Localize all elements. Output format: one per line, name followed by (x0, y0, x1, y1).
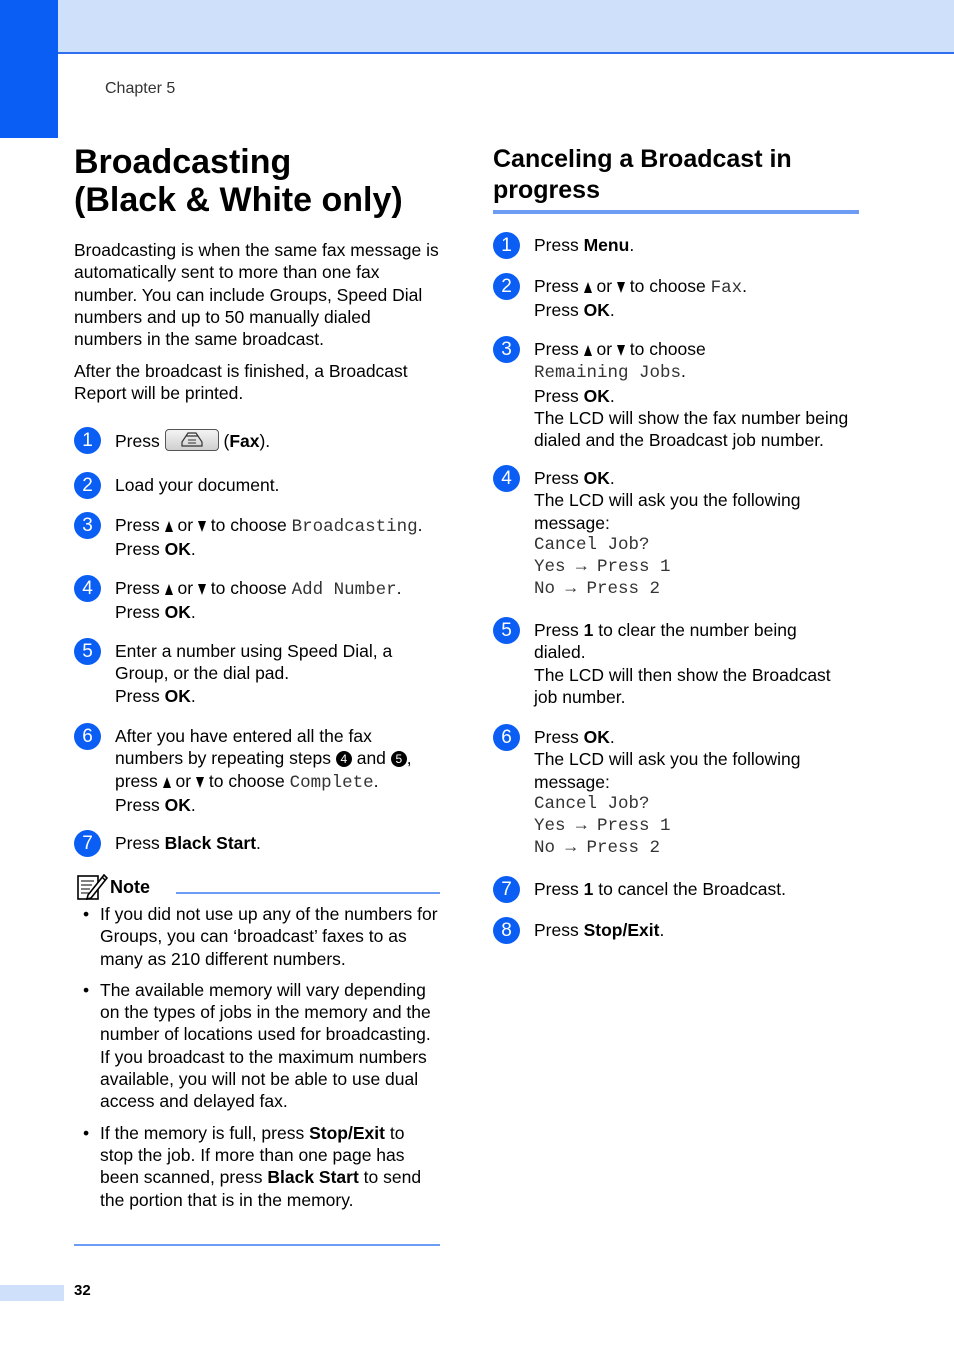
step-text: Press (534, 468, 579, 488)
ok-key-label: OK (583, 300, 610, 321)
key-label: 1 (583, 879, 594, 899)
note-text: If the memory is full, press (100, 1122, 305, 1143)
stop-exit-key-label: Stop/Exit (309, 1122, 385, 1143)
step-text: . (609, 468, 615, 488)
footer-band (0, 1285, 64, 1301)
step-text: or (596, 339, 613, 359)
title-line-1: Broadcasting (74, 143, 292, 181)
step-text: . (609, 300, 615, 321)
step-text: dialed and the Broadcast job number. (534, 430, 824, 451)
note-list (74, 903, 440, 1220)
note-item: • If the memory is full, press Stop/Exit to stop the job. If more than one page has been scanned, press Black Start to send the portion that is in the memory. (83, 1122, 422, 1210)
step-text: Load your document. (115, 475, 280, 495)
up-arrow-icon (584, 282, 592, 293)
step-text: . (190, 602, 196, 623)
step-number: 6 (493, 724, 520, 751)
up-arrow-icon (163, 777, 171, 788)
step-text: Press (115, 602, 160, 623)
ok-key-label: OK (583, 385, 610, 406)
step-text: or (177, 578, 194, 598)
step-number: 2 (74, 472, 101, 499)
step-text: After you have entered all the fax (115, 726, 372, 746)
up-arrow-icon (165, 584, 173, 595)
step-text: . (373, 770, 379, 791)
step-text: . (659, 920, 665, 940)
step-text: The LCD will show the fax number being (534, 407, 849, 428)
step-text: Press (115, 794, 160, 815)
note-item: • The available memory will vary depending on the types of jobs in the memory and the number of locations used for broadcasting. If you broadcast to the maximum numbers available, you will not be able to use dual access and delayed fax. (83, 979, 431, 1112)
step-text: Press (115, 833, 160, 853)
step-text: The LCD will ask you the following (534, 749, 801, 770)
ok-key-label: OK (583, 468, 610, 488)
step-text: to cancel the Broadcast. (598, 879, 786, 899)
note-text: The available memory will vary depending on the types of jobs in the memory and the number of locations used for broadcasting. If you broadcast to the maximum numbers available, you will not be able to use dual access and delayed fax. (100, 979, 431, 1112)
ok-key-label: OK (164, 685, 191, 706)
chapter-label: Chapter 5 (105, 80, 176, 97)
step-number: 8 (493, 917, 520, 944)
lcd-message-line: No → Press 2 (534, 838, 661, 859)
down-arrow-icon (617, 345, 625, 356)
ok-key-label: OK (164, 794, 191, 815)
step-text: Press (534, 276, 579, 296)
step-text: or (596, 276, 613, 296)
note-pencil-icon (76, 871, 108, 901)
step-text: or (177, 515, 194, 535)
ok-key-label: OK (164, 602, 191, 623)
lcd-option: Add Number (291, 580, 397, 600)
note-text: to stop the job. If more than one page has been scanned, press (100, 1122, 405, 1188)
stop-exit-key-label: Stop/Exit (583, 920, 660, 940)
lcd-option: Broadcasting (291, 517, 418, 537)
step-text: Press (115, 515, 160, 535)
step-number: 7 (74, 830, 101, 857)
step-text: to choose (629, 339, 706, 359)
step-text: Press (534, 385, 579, 406)
step-text: message: (534, 771, 610, 792)
lcd-message-line: Cancel Job? (534, 534, 650, 555)
step-text: . (417, 515, 423, 535)
after-paragraph: After the broadcast is finished, a Broadcast Report will be printed. (74, 361, 408, 404)
step-text: Press (534, 920, 579, 940)
step-text: and (356, 748, 386, 769)
step-text: to choose (210, 515, 287, 535)
step-text: . (256, 833, 261, 853)
step-text: Press (115, 539, 160, 560)
page-number: 32 (74, 1282, 91, 1299)
step-text: to choose (210, 578, 287, 598)
step-text: numbers by repeating steps (115, 748, 331, 769)
step-text: Press (534, 727, 579, 747)
step-text: Press (115, 578, 160, 598)
step-ref-badge: 5 (391, 751, 407, 767)
section-rule (493, 210, 859, 214)
step-text: ). (259, 431, 271, 451)
title-line-2: (Black & White only) (74, 181, 403, 219)
step-text: Press (534, 235, 579, 255)
down-arrow-icon (617, 282, 625, 293)
step-text: . (629, 235, 635, 255)
fax-button[interactable] (165, 429, 219, 451)
step-number: 5 (74, 638, 101, 665)
note-text: If you did not use up any of the numbers for Groups, you can ‘broadcast’ faxes to as many as 210 different numbers. (100, 904, 438, 969)
step-text: job number. (534, 686, 626, 707)
ok-key-label: OK (164, 539, 191, 560)
note-text: to send the portion that is in the memory. (100, 1167, 422, 1210)
up-arrow-icon (584, 345, 592, 356)
step-text: . (190, 685, 196, 706)
step-text: The LCD will then show the Broadcast (534, 664, 831, 685)
step-text: to choose (208, 770, 285, 791)
step-text: . (609, 385, 615, 406)
key-label: 1 (583, 620, 594, 640)
step-number: 4 (74, 575, 101, 602)
step-number: 6 (74, 723, 101, 750)
step-text: Press (534, 339, 579, 359)
step-number: 3 (493, 336, 520, 363)
step-text: dialed. (534, 642, 586, 663)
chapter-tab (0, 0, 58, 138)
note-bottom-rule (74, 1244, 440, 1246)
step-number: 5 (493, 617, 520, 644)
note-header (76, 871, 440, 901)
down-arrow-icon (198, 584, 206, 595)
step-number: 7 (493, 876, 520, 903)
step-number: 1 (493, 232, 520, 259)
note-rule (176, 892, 440, 894)
step-text: Press (534, 620, 579, 640)
lcd-option: Complete (289, 772, 374, 793)
step-number: 4 (493, 465, 520, 492)
step-text-bold: Fax (229, 431, 260, 451)
header-band (0, 0, 954, 54)
step-text: . (742, 276, 747, 296)
step-text: or (175, 770, 192, 791)
lcd-message-line: No → Press 2 (534, 579, 661, 600)
step-text: to clear the number being (598, 620, 797, 640)
down-arrow-icon (198, 521, 206, 532)
lcd-message-line: Yes → Press 1 (534, 557, 671, 578)
black-start-key-label: Black Start (164, 833, 257, 853)
step-text: Enter a number using Speed Dial, a (115, 641, 393, 661)
step-text: . (190, 794, 196, 815)
note-label: Note (110, 877, 150, 897)
lcd-message-line: Cancel Job? (534, 793, 650, 814)
step-ref-badge: 4 (336, 751, 352, 767)
lcd-option: Fax (710, 278, 743, 298)
up-arrow-icon (165, 521, 173, 532)
step-text: Group, or the dial pad. (115, 663, 290, 684)
ok-key-label: OK (583, 727, 610, 747)
lcd-option: Remaining Jobs (534, 363, 682, 384)
note-item: • If you did not use up any of the numbers for Groups, you can ‘broadcast’ faxes to as many as 210 different numbers. (83, 904, 438, 969)
step-text: , (406, 748, 412, 769)
step-number: 3 (74, 512, 101, 539)
step-text: . (681, 361, 686, 382)
step-text: . (190, 539, 196, 560)
step-text: Press (115, 685, 160, 706)
step-text: Press (534, 879, 579, 899)
page-title (74, 143, 454, 219)
step-text: Press (115, 431, 160, 451)
section-title: Canceling a Broadcast in progress (493, 145, 792, 204)
down-arrow-icon (196, 777, 204, 788)
step-text: message: (534, 512, 610, 533)
step-number: 2 (493, 273, 520, 300)
step-number: 1 (74, 427, 101, 454)
step-text: to choose (629, 276, 706, 296)
step-text: press (115, 770, 158, 791)
lcd-message-line: Yes → Press 1 (534, 816, 671, 837)
menu-key-label: Menu (583, 235, 630, 255)
step-text: ( (223, 431, 230, 451)
step-text: . (396, 578, 402, 598)
fax-phone-icon (180, 432, 204, 448)
step-text: The LCD will ask you the following (534, 490, 801, 511)
step-text: . (609, 727, 615, 747)
black-start-key-label: Black Start (267, 1167, 359, 1188)
intro-paragraph: Broadcasting is when the same fax message is automatically sent to more than one fax number. You can include Groups, Speed Dial numbers and up to 50 manually dialed numbers in the same broadcast. (74, 240, 439, 350)
step-text: Press (534, 300, 579, 321)
